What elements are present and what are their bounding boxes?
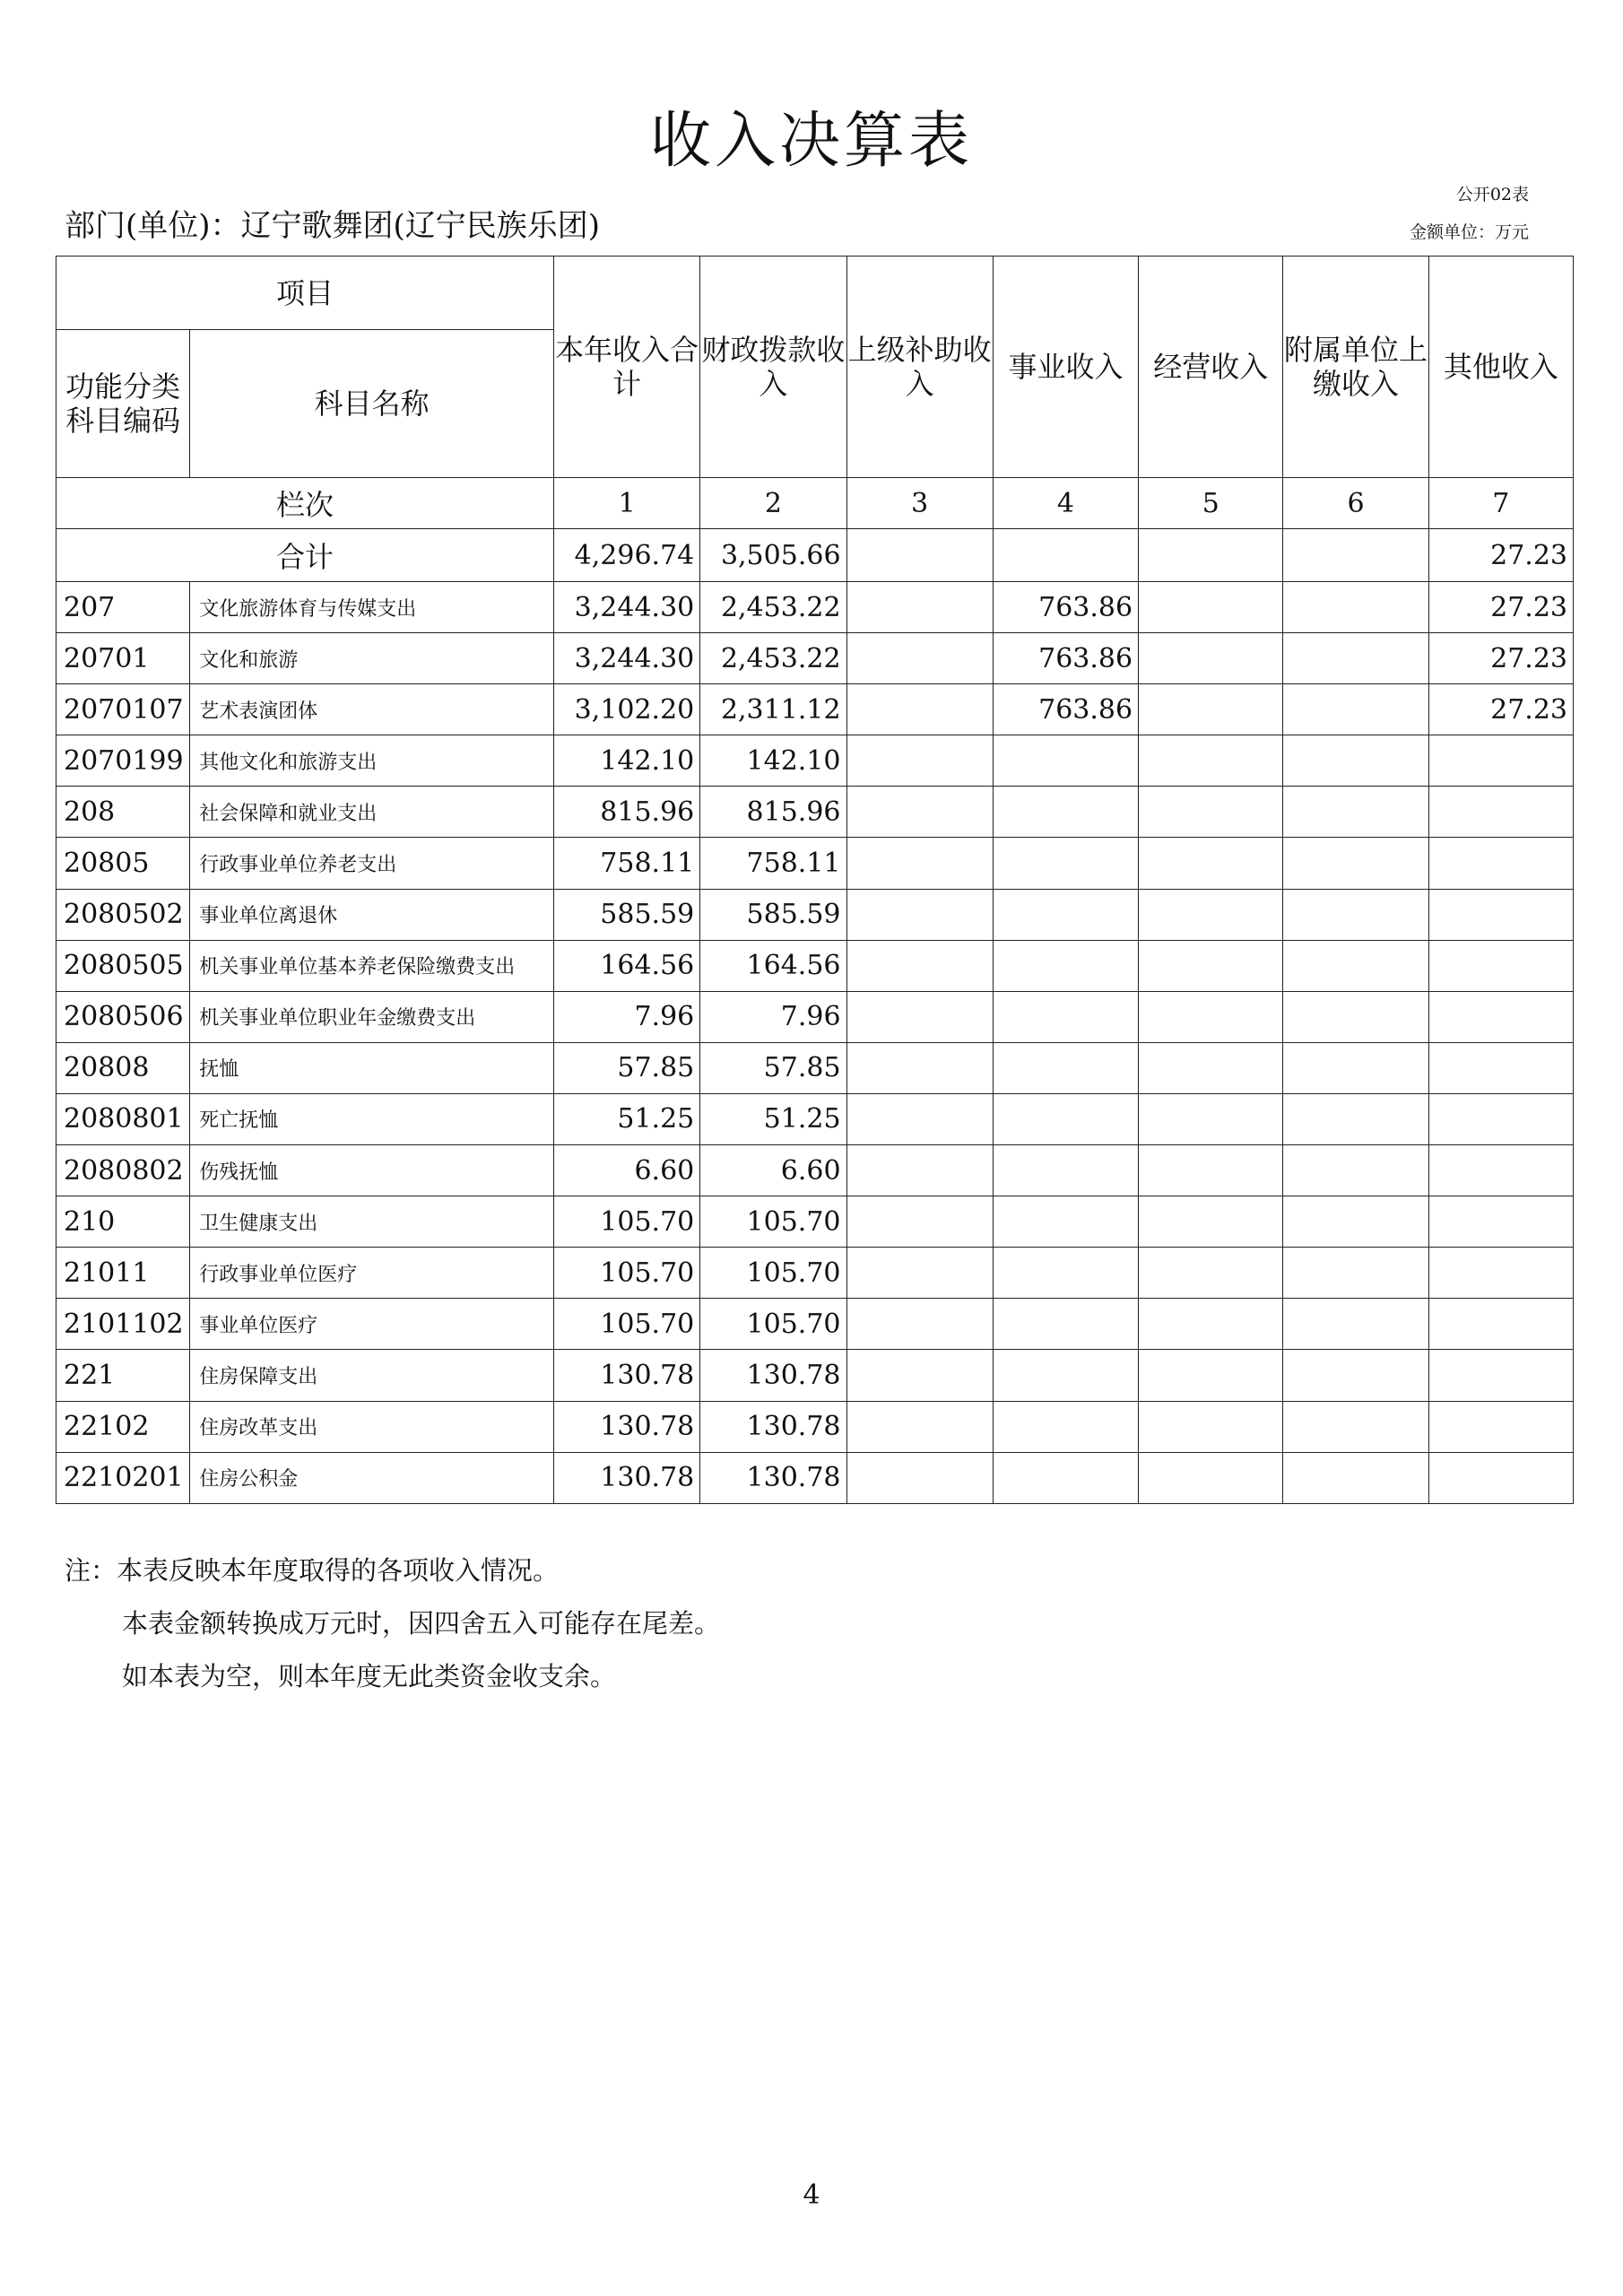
row-value: [846, 1401, 993, 1452]
department-label: 部门(单位)：辽宁歌舞团(辽宁民族乐团): [65, 208, 601, 244]
notes: [65, 1544, 720, 1703]
row-name: 行政事业单位医疗: [190, 1248, 554, 1299]
row-code: 2101102: [56, 1299, 190, 1350]
row-value: [1283, 1248, 1428, 1299]
row-name: 其他文化和旅游支出: [190, 735, 554, 787]
row-name: 文化和旅游: [190, 633, 554, 684]
row-value: [1139, 684, 1283, 735]
row-code: 2080506: [56, 991, 190, 1042]
row-value: 585.59: [553, 889, 699, 940]
row-value: [846, 1042, 993, 1093]
row-value: [1283, 684, 1428, 735]
row-value: [1283, 633, 1428, 684]
row-value: [993, 735, 1138, 787]
header-col-1: 本年收入合计: [553, 257, 699, 478]
table-row: [56, 940, 1574, 991]
row-code: 207: [56, 582, 190, 633]
row-value: [993, 787, 1138, 838]
form-code: 公开02表: [1455, 185, 1529, 204]
row-value: 130.78: [700, 1350, 846, 1401]
row-code: 2210201: [56, 1452, 190, 1503]
row-name: 住房公积金: [190, 1452, 554, 1503]
data-rows: [56, 582, 1574, 1504]
row-value: 130.78: [700, 1452, 846, 1503]
row-value: [846, 838, 993, 889]
row-value: 105.70: [553, 1196, 699, 1248]
row-value: 130.78: [700, 1401, 846, 1452]
row-value: [1428, 838, 1573, 889]
page-title: 收入决算表: [649, 106, 973, 177]
row-value: 3,244.30: [553, 633, 699, 684]
row-value: [1283, 787, 1428, 838]
row-code: 2070107: [56, 684, 190, 735]
col-index: 7: [1428, 478, 1573, 529]
row-value: [1139, 1401, 1283, 1452]
row-value: [846, 991, 993, 1042]
row-value: [1283, 889, 1428, 940]
table-row: [56, 1401, 1574, 1452]
income-table: [56, 256, 1574, 1504]
row-value: 164.56: [700, 940, 846, 991]
row-value: 2,453.22: [700, 582, 846, 633]
row-name: 艺术表演团体: [190, 684, 554, 735]
row-name: 行政事业单位养老支出: [190, 838, 554, 889]
table-row: [56, 633, 1574, 684]
total-value: 27.23: [1428, 529, 1573, 582]
row-name: 机关事业单位基本养老保险缴费支出: [190, 940, 554, 991]
row-value: [993, 1042, 1138, 1093]
row-value: 105.70: [700, 1299, 846, 1350]
table-row: [56, 1350, 1574, 1401]
row-value: [1428, 991, 1573, 1042]
col-index: 3: [846, 478, 993, 529]
row-value: 6.60: [700, 1145, 846, 1196]
row-value: [846, 787, 993, 838]
row-value: [993, 889, 1138, 940]
row-value: 2,311.12: [700, 684, 846, 735]
total-value: [993, 529, 1138, 582]
row-value: [1428, 735, 1573, 787]
row-value: [1283, 1042, 1428, 1093]
row-code: 21011: [56, 1248, 190, 1299]
row-code: 2080801: [56, 1093, 190, 1144]
row-value: [1139, 1452, 1283, 1503]
row-code: 22102: [56, 1401, 190, 1452]
row-value: [1139, 1093, 1283, 1144]
row-value: [1139, 991, 1283, 1042]
row-value: [846, 633, 993, 684]
row-value: [1139, 735, 1283, 787]
col-index: 1: [553, 478, 699, 529]
amount-unit: 金额单位：万元: [1409, 222, 1529, 242]
row-value: [993, 940, 1138, 991]
row-code: 20808: [56, 1042, 190, 1093]
row-value: [846, 684, 993, 735]
row-value: [1428, 1401, 1573, 1452]
row-value: 3,102.20: [553, 684, 699, 735]
table-row: [56, 1248, 1574, 1299]
row-value: 585.59: [700, 889, 846, 940]
row-value: 763.86: [993, 582, 1138, 633]
row-value: [1428, 1042, 1573, 1093]
table-row: [56, 684, 1574, 735]
row-code: 2070199: [56, 735, 190, 787]
row-value: [1283, 1093, 1428, 1144]
row-value: 763.86: [993, 633, 1138, 684]
row-value: [1139, 1299, 1283, 1350]
row-value: [1428, 1452, 1573, 1503]
row-value: [846, 1452, 993, 1503]
row-value: [993, 838, 1138, 889]
header-name: 科目名称: [190, 330, 554, 478]
note-line: 如本表为空，则本年度无此类资金收支余。: [122, 1661, 617, 1692]
row-value: [1283, 1299, 1428, 1350]
row-value: 105.70: [700, 1196, 846, 1248]
row-value: [993, 1452, 1138, 1503]
row-value: [846, 1093, 993, 1144]
row-value: [1139, 633, 1283, 684]
row-value: [993, 1248, 1138, 1299]
row-value: [993, 1093, 1138, 1144]
row-value: 27.23: [1428, 633, 1573, 684]
row-value: 6.60: [553, 1145, 699, 1196]
row-value: 758.11: [553, 838, 699, 889]
header-col-3: 上级补助收入: [846, 257, 993, 478]
row-value: [1283, 940, 1428, 991]
row-name: 抚恤: [190, 1042, 554, 1093]
row-value: 105.70: [553, 1299, 699, 1350]
row-value: [1139, 940, 1283, 991]
row-code: 20805: [56, 838, 190, 889]
row-code: 221: [56, 1350, 190, 1401]
row-value: 815.96: [553, 787, 699, 838]
row-value: 57.85: [700, 1042, 846, 1093]
row-value: [846, 1145, 993, 1196]
row-value: [1283, 735, 1428, 787]
row-value: [1283, 1350, 1428, 1401]
row-value: [846, 889, 993, 940]
row-value: 758.11: [700, 838, 846, 889]
total-label: 合计: [56, 529, 554, 582]
row-value: 51.25: [700, 1093, 846, 1144]
note-line: 注：本表反映本年度取得的各项收入情况。: [65, 1555, 560, 1586]
row-value: [1139, 582, 1283, 633]
table-row: [56, 735, 1574, 787]
row-name: 机关事业单位职业年金缴费支出: [190, 991, 554, 1042]
row-value: 105.70: [553, 1248, 699, 1299]
row-value: 57.85: [553, 1042, 699, 1093]
row-value: 130.78: [553, 1401, 699, 1452]
row-value: [1428, 1299, 1573, 1350]
row-value: 142.10: [553, 735, 699, 787]
row-value: 27.23: [1428, 582, 1573, 633]
row-name: 死亡抚恤: [190, 1093, 554, 1144]
table-row: [56, 1299, 1574, 1350]
row-code: 2080502: [56, 889, 190, 940]
table-row: [56, 838, 1574, 889]
row-value: [846, 1350, 993, 1401]
row-value: 142.10: [700, 735, 846, 787]
row-value: 3,244.30: [553, 582, 699, 633]
row-value: 164.56: [553, 940, 699, 991]
row-code: 210: [56, 1196, 190, 1248]
row-value: [846, 1196, 993, 1248]
row-value: [1283, 1145, 1428, 1196]
total-value: [846, 529, 993, 582]
row-value: [1283, 1401, 1428, 1452]
table-row: [56, 1042, 1574, 1093]
row-value: [846, 940, 993, 991]
page-number: 4: [803, 2179, 820, 2211]
row-value: [1283, 838, 1428, 889]
row-value: [1139, 1042, 1283, 1093]
row-value: [1428, 889, 1573, 940]
table-row: [56, 1145, 1574, 1196]
row-value: [1428, 1145, 1573, 1196]
row-value: 130.78: [553, 1452, 699, 1503]
row-value: [1428, 940, 1573, 991]
row-value: 815.96: [700, 787, 846, 838]
row-code: 20701: [56, 633, 190, 684]
row-name: 文化旅游体育与传媒支出: [190, 582, 554, 633]
row-value: [993, 1401, 1138, 1452]
total-value: [1139, 529, 1283, 582]
row-value: 7.96: [700, 991, 846, 1042]
table-row: [56, 889, 1574, 940]
row-value: [1428, 1350, 1573, 1401]
row-value: [993, 1145, 1138, 1196]
table-row: [56, 787, 1574, 838]
row-value: [1283, 991, 1428, 1042]
row-value: [1428, 1248, 1573, 1299]
row-value: [1428, 1093, 1573, 1144]
row-value: 2,453.22: [700, 633, 846, 684]
col-index: 6: [1283, 478, 1428, 529]
row-name: 卫生健康支出: [190, 1196, 554, 1248]
col-index: 4: [993, 478, 1138, 529]
row-value: [1139, 838, 1283, 889]
row-value: 105.70: [700, 1248, 846, 1299]
row-value: [1139, 1145, 1283, 1196]
header-col-7: 其他收入: [1428, 257, 1573, 478]
header-col-6: 附属单位上缴收入: [1283, 257, 1428, 478]
row-value: [1283, 1452, 1428, 1503]
row-value: 7.96: [553, 991, 699, 1042]
row-index-label: 栏次: [56, 478, 554, 529]
row-code: 208: [56, 787, 190, 838]
row-value: [1139, 1248, 1283, 1299]
row-value: [1139, 787, 1283, 838]
row-name: 伤残抚恤: [190, 1145, 554, 1196]
row-name: 事业单位离退休: [190, 889, 554, 940]
row-name: 住房改革支出: [190, 1401, 554, 1452]
table-row: [56, 1452, 1574, 1503]
row-value: [1428, 1196, 1573, 1248]
row-value: [1283, 582, 1428, 633]
row-value: [1139, 1350, 1283, 1401]
header-col-4: 事业收入: [993, 257, 1138, 478]
total-value: 3,505.66: [700, 529, 846, 582]
row-value: [846, 735, 993, 787]
row-value: [993, 1350, 1138, 1401]
row-value: [1139, 1196, 1283, 1248]
header-code: 功能分类科目编码: [56, 330, 190, 478]
table-row: [56, 1093, 1574, 1144]
col-index: 5: [1139, 478, 1283, 529]
header-col-2: 财政拨款收入: [700, 257, 846, 478]
row-value: [1428, 787, 1573, 838]
table-row: [56, 1196, 1574, 1248]
table-row: [56, 582, 1574, 633]
row-value: 27.23: [1428, 684, 1573, 735]
row-value: 130.78: [553, 1350, 699, 1401]
row-name: 事业单位医疗: [190, 1299, 554, 1350]
row-value: [1283, 1196, 1428, 1248]
row-name: 社会保障和就业支出: [190, 787, 554, 838]
col-index: 2: [700, 478, 846, 529]
table-row: [56, 991, 1574, 1042]
header-col-5: 经营收入: [1139, 257, 1283, 478]
row-value: [1139, 889, 1283, 940]
row-value: [993, 991, 1138, 1042]
header-project: 项目: [56, 257, 554, 330]
row-value: 51.25: [553, 1093, 699, 1144]
note-line: 本表金额转换成万元时，因四舍五入可能存在尾差。: [122, 1608, 721, 1639]
row-value: [993, 1299, 1138, 1350]
row-value: 763.86: [993, 684, 1138, 735]
row-value: [846, 1248, 993, 1299]
row-name: 住房保障支出: [190, 1350, 554, 1401]
row-value: [846, 582, 993, 633]
total-value: [1283, 529, 1428, 582]
total-value: 4,296.74: [553, 529, 699, 582]
row-code: 2080505: [56, 940, 190, 991]
row-value: [846, 1299, 993, 1350]
row-value: [993, 1196, 1138, 1248]
row-code: 2080802: [56, 1145, 190, 1196]
